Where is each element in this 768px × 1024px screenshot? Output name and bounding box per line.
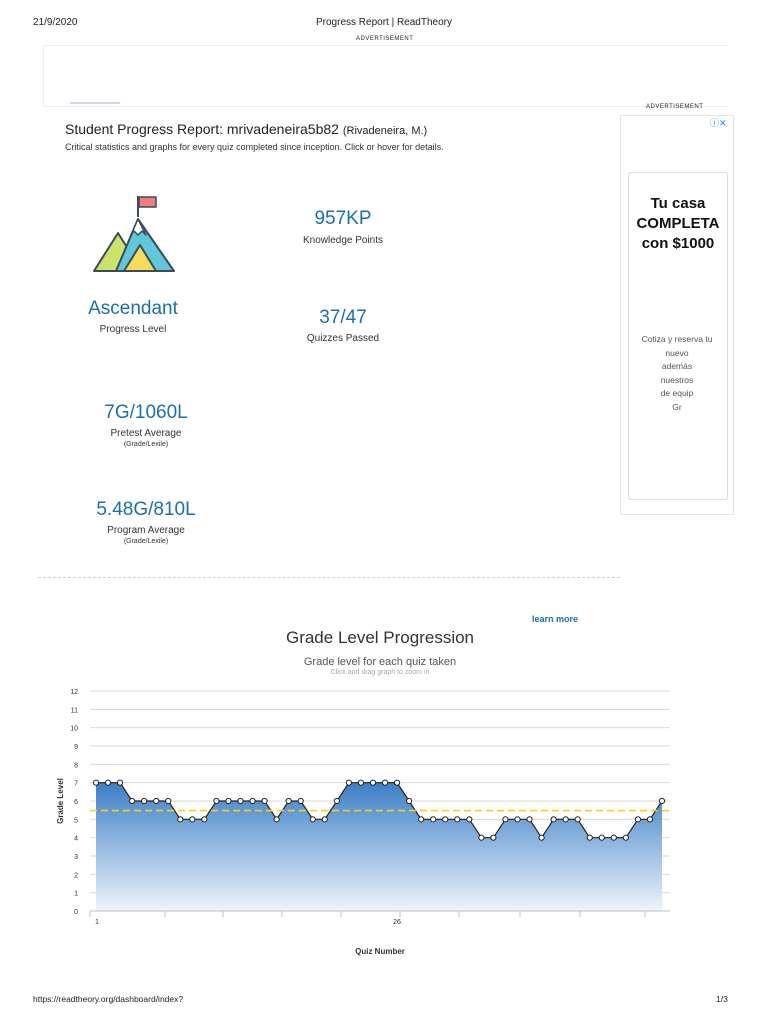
data-point[interactable] <box>503 817 508 822</box>
data-point[interactable] <box>154 798 159 803</box>
quizzes-passed-value: 37/47 <box>319 307 367 328</box>
y-tick-label: 7 <box>74 780 78 788</box>
data-point[interactable] <box>274 817 279 822</box>
chart-subtitle: Grade level for each quiz taken <box>303 656 457 668</box>
data-point[interactable] <box>467 817 472 822</box>
y-axis-label: Grade Level <box>56 778 65 824</box>
quizzes-passed-label: Quizzes Passed <box>306 333 380 344</box>
print-page-title: Progress Report | ReadTheory <box>316 17 452 28</box>
data-point[interactable] <box>491 835 496 840</box>
side-ad-headline-line: Tu casa <box>650 195 706 212</box>
pretest-average-label: Pretest Average <box>110 428 182 439</box>
data-point[interactable] <box>382 780 387 785</box>
pretest-average-value: 7G/1060L <box>104 402 188 423</box>
report-subtitle: Critical statistics and graphs for every quiz completed since inception. Click or hover for details. <box>65 142 444 152</box>
y-tick-label: 9 <box>74 744 78 751</box>
data-point[interactable] <box>394 780 399 785</box>
data-point[interactable] <box>551 817 556 822</box>
data-point[interactable] <box>659 798 664 803</box>
data-point[interactable] <box>346 780 351 785</box>
y-tick-label: 1 <box>74 890 78 898</box>
data-point[interactable] <box>358 780 363 785</box>
side-ad-headline-line: COMPLETA <box>636 215 720 232</box>
data-point[interactable] <box>238 798 243 803</box>
data-point[interactable] <box>635 817 640 822</box>
data-point[interactable] <box>563 817 568 822</box>
data-point[interactable] <box>178 817 183 822</box>
knowledge-points-stat[interactable] <box>243 208 443 246</box>
data-point[interactable] <box>226 798 231 803</box>
pretest-average-unit: (Grade/Lexile) <box>123 441 169 448</box>
y-tick-label: 12 <box>70 689 78 696</box>
x-tick-label: 1 <box>95 919 99 926</box>
chart-zoom-hint: Click and drag graph to zoom in <box>330 669 430 676</box>
side-ad-body-line: Cotiza y reserva tu <box>641 334 713 344</box>
data-point[interactable] <box>455 817 460 822</box>
data-point[interactable] <box>611 835 616 840</box>
print-date: 21/9/2020 <box>33 17 78 28</box>
x-axis <box>90 911 670 926</box>
data-point[interactable] <box>515 817 520 822</box>
side-ad-body <box>630 333 724 414</box>
banner-ad[interactable] <box>43 45 728 107</box>
section-divider <box>38 577 620 578</box>
y-tick-label: 8 <box>74 762 78 770</box>
progress-level-stat[interactable] <box>33 298 233 335</box>
grade-level-chart[interactable] <box>0 680 768 965</box>
mountain-flag-icon <box>90 193 178 275</box>
report-title-prefix: Student Progress Report: <box>65 121 227 137</box>
chart-title: Grade Level Progression <box>285 628 475 647</box>
x-axis-label: Quiz Number <box>355 947 405 956</box>
ad-choices-icon[interactable]: ⓘ✕ <box>710 118 727 128</box>
x-tick-label: 26 <box>393 919 401 926</box>
program-average-value: 5.48G/810L <box>96 499 196 520</box>
data-point[interactable] <box>166 798 171 803</box>
data-point[interactable] <box>599 835 604 840</box>
print-url: https://readtheory.org/dashboard/index? <box>33 994 184 1004</box>
program-average-label: Program Average <box>107 525 185 536</box>
y-tick-label: 0 <box>74 909 78 916</box>
data-point[interactable] <box>407 798 412 803</box>
side-ad-body-line: Gr <box>672 401 682 412</box>
print-page-number: 1/3 <box>716 994 728 1004</box>
side-ad-headline <box>628 194 728 254</box>
side-ad-body-line: nuestros <box>660 374 694 385</box>
report-display-name: (Rivadeneira, M.) <box>342 125 428 137</box>
data-point[interactable] <box>322 817 327 822</box>
y-axis-ticks <box>70 689 78 916</box>
data-point[interactable] <box>334 798 339 803</box>
data-point[interactable] <box>214 798 219 803</box>
banner-ad-accent <box>70 102 120 104</box>
data-point[interactable] <box>286 798 291 803</box>
y-tick-label: 4 <box>74 835 78 843</box>
data-point[interactable] <box>479 835 484 840</box>
data-point[interactable] <box>443 817 448 822</box>
ad-label-side: ADVERTISEMENT <box>646 104 704 110</box>
data-point[interactable] <box>105 780 110 785</box>
data-point[interactable] <box>419 817 424 822</box>
data-point[interactable] <box>117 780 122 785</box>
y-tick-label: 11 <box>70 707 78 715</box>
y-tick-label: 3 <box>74 854 78 861</box>
quizzes-passed-stat[interactable] <box>243 307 443 344</box>
data-point[interactable] <box>587 835 592 840</box>
data-point[interactable] <box>190 817 195 822</box>
knowledge-points-value: 957KP <box>314 208 372 229</box>
data-point[interactable] <box>130 798 135 803</box>
data-point[interactable] <box>142 798 147 803</box>
ad-label-top: ADVERTISEMENT <box>356 36 414 42</box>
progress-level-label: Progress Level <box>99 324 167 335</box>
knowledge-points-label: Knowledge Points <box>302 235 384 246</box>
data-point[interactable] <box>93 780 98 785</box>
side-ad-body-line: además <box>661 361 693 371</box>
series-area <box>96 783 662 911</box>
data-point[interactable] <box>623 835 628 840</box>
progress-level-value: Ascendant <box>88 298 178 319</box>
side-ad-headline-line: con $1000 <box>641 235 715 252</box>
y-tick-label: 10 <box>70 725 78 733</box>
y-tick-label: 5 <box>74 817 78 825</box>
data-point[interactable] <box>310 817 315 822</box>
data-point[interactable] <box>370 780 375 785</box>
data-point[interactable] <box>575 817 580 822</box>
program-average-unit: (Grade/Lexile) <box>123 538 169 545</box>
learn-more-link[interactable]: learn more <box>532 614 579 624</box>
pretest-average-stat[interactable] <box>46 402 246 448</box>
data-point[interactable] <box>431 817 436 822</box>
y-tick-label: 6 <box>74 799 78 806</box>
side-ad-body-line: nuevo <box>665 347 689 358</box>
side-ad-body-line: de equip <box>660 388 694 398</box>
data-point[interactable] <box>202 817 207 822</box>
data-point[interactable] <box>527 817 532 822</box>
y-tick-label: 2 <box>74 872 78 880</box>
report-title <box>65 121 427 137</box>
data-point[interactable] <box>539 835 544 840</box>
data-point[interactable] <box>262 798 267 803</box>
data-point[interactable] <box>647 817 652 822</box>
program-average-stat[interactable] <box>46 499 246 545</box>
data-point[interactable] <box>298 798 303 803</box>
data-point[interactable] <box>250 798 255 803</box>
report-username: mrivadeneira5b82 <box>226 121 339 137</box>
